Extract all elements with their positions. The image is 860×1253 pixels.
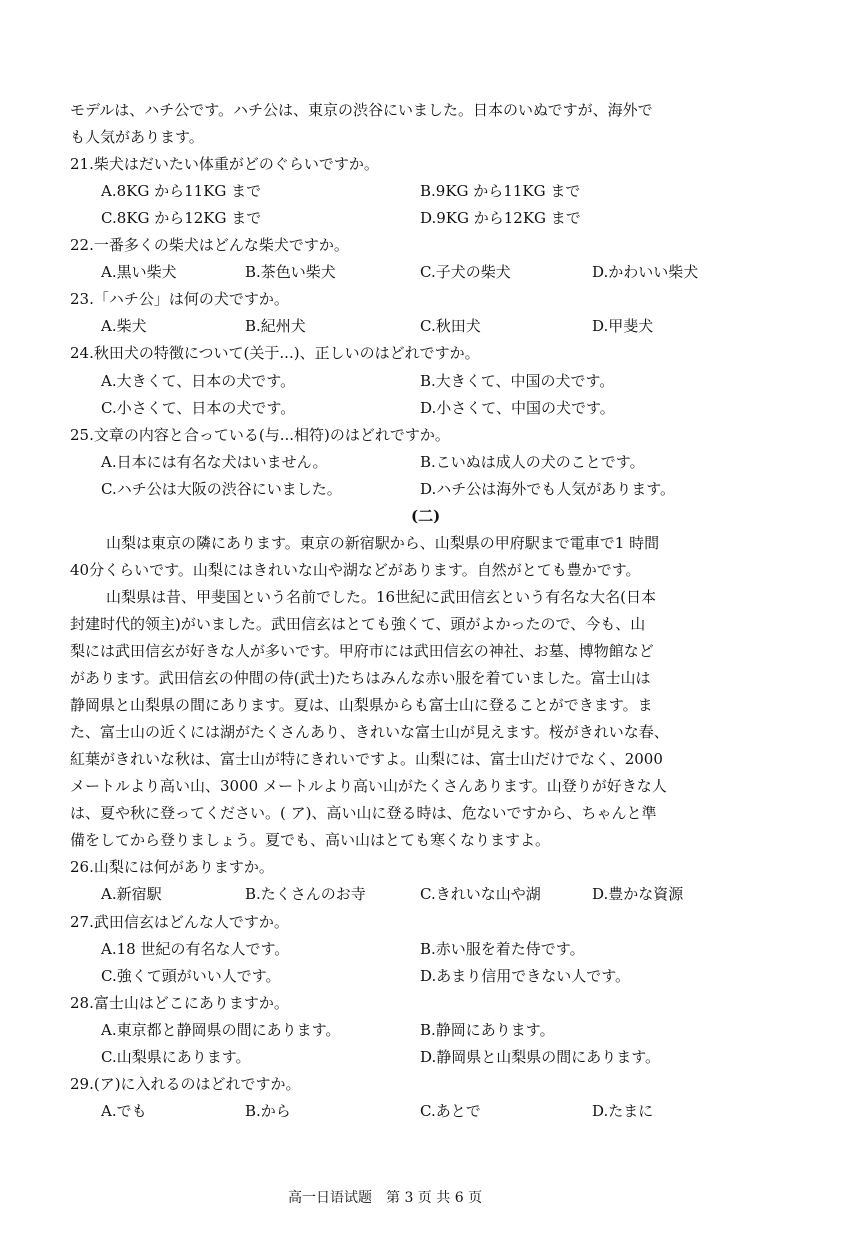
text-segment: 27.武田信玄はどんな人ですか。 (70, 913, 289, 931)
options-line (0, 395, 860, 422)
option-text: D.たまに (592, 1102, 654, 1120)
text-segment: 29.(ア)に入れるのはどれですか。 (70, 1075, 301, 1093)
option-text: A.柴犬 (101, 317, 147, 335)
text-line (0, 638, 860, 665)
options-line (0, 368, 860, 395)
option-text: D.小さくて、中国の犬です。 (420, 399, 615, 417)
text-segment: メートルより高い山、3000 メートルより高い山がたくさんあります。山登りが好きな人 (70, 777, 667, 795)
question-line (0, 232, 860, 259)
options-line (0, 1098, 860, 1125)
text-segment: モデルは、ハチ公です。ハチ公は、東京の渋谷にいました。日本のいぬですが、海外で (70, 101, 653, 119)
option-text: D.豊かな資源 (592, 885, 684, 903)
question-line (0, 151, 860, 178)
options-line (0, 881, 860, 908)
section-heading (0, 503, 860, 530)
option-text: D.あまり信用できない人です。 (420, 967, 631, 985)
text-line (0, 827, 860, 854)
option-text: B.大きくて、中国の犬です。 (420, 372, 615, 390)
question-line (0, 854, 860, 881)
option-text: A.東京都と静岡県の間にあります。 (101, 1021, 341, 1039)
text-line (0, 530, 860, 557)
text-segment: 24.秋田犬の特徴について(关于...)、正しいのはどれですか。 (70, 344, 480, 362)
option-text: A.日本には有名な犬はいません。 (101, 453, 328, 471)
text-segment: は、夏や秋に登ってください。( ア)、高い山に登る時は、危ないですから、ちゃんと準 (70, 804, 657, 822)
option-text: C.きれいな山や湖 (420, 885, 541, 903)
option-text: C.秋田犬 (420, 317, 481, 335)
options-line (0, 963, 860, 990)
option-text: D.甲斐犬 (592, 317, 654, 335)
option-text: B.から (245, 1102, 291, 1120)
text-segment: も人気があります。 (70, 128, 204, 146)
options-line (0, 205, 860, 232)
question-line (0, 340, 860, 367)
text-line (0, 692, 860, 719)
text-segment: があります。武田信玄の仲間の侍(武士)たちはみんな赤い服を着ていました。富士山は (70, 669, 651, 687)
question-line (0, 286, 860, 313)
question-line (0, 422, 860, 449)
option-text: C.8KG から12KG まで (101, 209, 262, 227)
text-line (0, 611, 860, 638)
page-footer (0, 1185, 860, 1212)
option-text: A.8KG から11KG まで (101, 182, 262, 200)
question-line (0, 909, 860, 936)
text-segment: 紅葉がきれいな秋は、富士山が特にきれいですよ。山梨には、富士山だけでなく、2000 (70, 750, 663, 768)
footer-text: 高一日语试题 第 3 页 共 6 页 (288, 1190, 483, 1206)
options-line (0, 1044, 860, 1071)
text-line (0, 124, 860, 151)
options-line (0, 313, 860, 340)
option-text: B.紀州犬 (245, 317, 306, 335)
option-text: C.山梨県にあります。 (101, 1048, 251, 1066)
option-text: B.たくさんのお寺 (245, 885, 366, 903)
text-line (0, 719, 860, 746)
text-segment: 山梨は東京の隣にあります。東京の新宿駅から、山梨県の甲府駅まで電車で1 時間 (106, 534, 660, 552)
text-line (0, 97, 860, 124)
options-line (0, 936, 860, 963)
options-line (0, 476, 860, 503)
text-line (0, 584, 860, 611)
option-text: B.赤い服を着た侍です。 (420, 940, 585, 958)
text-line (0, 773, 860, 800)
option-text: C.強くて頭がいい人です。 (101, 967, 281, 985)
text-line (0, 746, 860, 773)
option-text: B.こいぬは成人の犬のことです。 (420, 453, 645, 471)
options-line (0, 1017, 860, 1044)
text-line (0, 800, 860, 827)
text-segment: 備をしてから登りましょう。夏でも、高い山はとても寒くなりますよ。 (70, 831, 551, 849)
text-segment: 静岡県と山梨県の間にあります。夏は、山梨県からも富士山に登ることができます。ま (70, 696, 653, 714)
option-text: A.18 世紀の有名な人です。 (101, 940, 290, 958)
option-text: B.9KG から11KG まで (420, 182, 581, 200)
options-line (0, 178, 860, 205)
option-text: C.あとで (420, 1102, 481, 1120)
text-segment: 28.富士山はどこにありますか。 (70, 994, 289, 1012)
option-text: D.9KG から12KG まで (420, 209, 581, 227)
options-line (0, 449, 860, 476)
option-text: C.ハチ公は大阪の渋谷にいました。 (101, 480, 342, 498)
text-segment: 封建时代的领主)がいました。武田信玄はとても強くて、頭がよかったので、今も、山 (70, 615, 646, 633)
text-segment: 梨には武田信玄が好きな人が多いです。甲府市には武田信玄の神社、お墓、博物館など (70, 642, 654, 660)
text-segment: 26.山梨には何がありますか。 (70, 858, 274, 876)
text-line (0, 665, 860, 692)
text-segment: 40分くらいです。山梨にはきれいな山や湖などがあります。自然がとても豊かです。 (70, 561, 641, 579)
text-segment: 23.「ハチ公」は何の犬ですか。 (70, 290, 289, 308)
option-text: A.黒い柴犬 (101, 263, 177, 281)
question-line (0, 1071, 860, 1098)
option-text: C.子犬の柴犬 (420, 263, 511, 281)
options-line (0, 259, 860, 286)
text-segment: (二) (411, 507, 441, 525)
option-text: A.でも (101, 1102, 147, 1120)
text-segment: 22.一番多くの柴犬はどんな柴犬ですか。 (70, 236, 349, 254)
text-line (0, 557, 860, 584)
option-text: D.かわいい柴犬 (592, 263, 699, 281)
option-text: B.茶色い柴犬 (245, 263, 336, 281)
option-text: D.静岡県と山梨県の間にあります。 (420, 1048, 661, 1066)
option-text: B.静岡にあります。 (420, 1021, 555, 1039)
text-segment: 25.文章の内容と合っている(与...相符)のはどれですか。 (70, 426, 450, 444)
text-segment: た、富士山の近くには湖がたくさんあり、きれいな富士山が見えます。桜がきれいな春、 (70, 723, 669, 741)
option-text: D.ハチ公は海外でも人気があります。 (420, 480, 676, 498)
option-text: C.小さくて、日本の犬です。 (101, 399, 296, 417)
question-line (0, 990, 860, 1017)
option-text: A.大きくて、日本の犬です。 (101, 372, 296, 390)
option-text: A.新宿駅 (101, 885, 162, 903)
text-segment: 21.柴犬はだいたい体重がどのぐらいですか。 (70, 155, 379, 173)
text-segment: 山梨県は昔、甲斐国という名前でした。16世紀に武田信玄という有名な大名(日本 (106, 588, 656, 606)
